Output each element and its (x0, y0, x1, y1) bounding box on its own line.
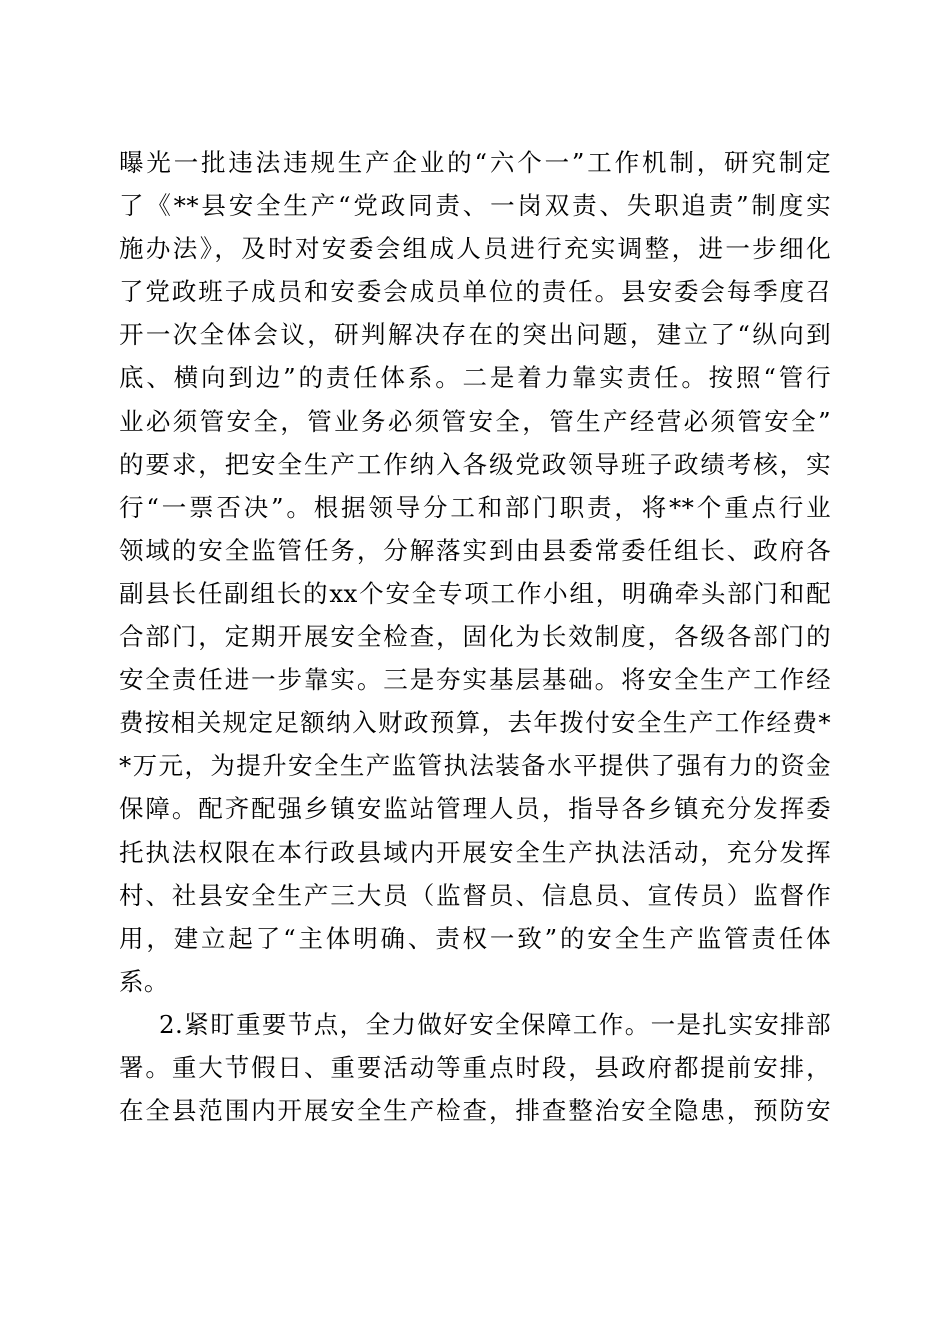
text-line: 副县长任副组长的xx个安全专项工作小组，明确牵头部门和配 (119, 578, 831, 608)
text-line: 托执法权限在本行政县域内开展安全生产执法活动，充分发挥 (119, 837, 831, 867)
text-line: 用，建立起了“主体明确、责权一致”的安全生产监管责任体 (119, 923, 831, 953)
text-line: 领域的安全监管任务，分解落实到由县委常委任组长、政府各 (119, 535, 831, 565)
text-line: 费按相关规定足额纳入财政预算，去年拨付安全生产工作经费* (119, 708, 831, 738)
text-line: 合部门，定期开展安全检查，固化为长效制度，各级各部门的 (119, 622, 831, 652)
text-line: 曝光一批违法违规生产企业的“六个一”工作机制，研究制定 (119, 148, 831, 177)
text-line: 村、社县安全生产三大员（监督员、信息员、宣传员）监督作 (119, 880, 831, 910)
text-line: *万元，为提升安全生产监管执法装备水平提供了强有力的资金 (119, 751, 831, 781)
text-line: 在全县范围内开展安全生产检查，排查整治安全隐患，预防安 (119, 1096, 831, 1126)
body-text (119, 141, 831, 1132)
text-line: 安全责任进一步靠实。三是夯实基层基础。将安全生产工作经 (119, 665, 831, 695)
text-line: 了《**县安全生产“党政同责、一岗双责、失职追责”制度实 (119, 191, 831, 221)
text-line: 的要求，把安全生产工作纳入各级党政领导班子政绩考核，实 (119, 449, 831, 479)
text-line: 系。 (119, 966, 169, 996)
section-heading-line: 2.紧盯重要节点，全力做好安全保障工作。一是扎实安排部 (159, 1009, 831, 1039)
text-line: 业必须管安全，管业务必须管安全，管生产经营必须管安全” (119, 406, 831, 436)
text-line: 开一次全体会议，研判解决存在的突出问题，建立了“纵向到 (119, 320, 831, 350)
text-line: 行“一票否决”。根据领导分工和部门职责，将**个重点行业 (119, 492, 831, 522)
text-line: 底、横向到边”的责任体系。二是着力靠实责任。按照“管行 (119, 363, 831, 393)
text-line: 了党政班子成员和安委会成员单位的责任。县安委会每季度召 (119, 277, 831, 307)
text-line: 保障。配齐配强乡镇安监站管理人员，指导各乡镇充分发挥委 (119, 794, 831, 824)
text-line: 施办法》，及时对安委会组成人员进行充实调整，进一步细化 (119, 234, 831, 264)
text-line: 署。重大节假日、重要活动等重点时段，县政府都提前安排， (119, 1052, 831, 1082)
